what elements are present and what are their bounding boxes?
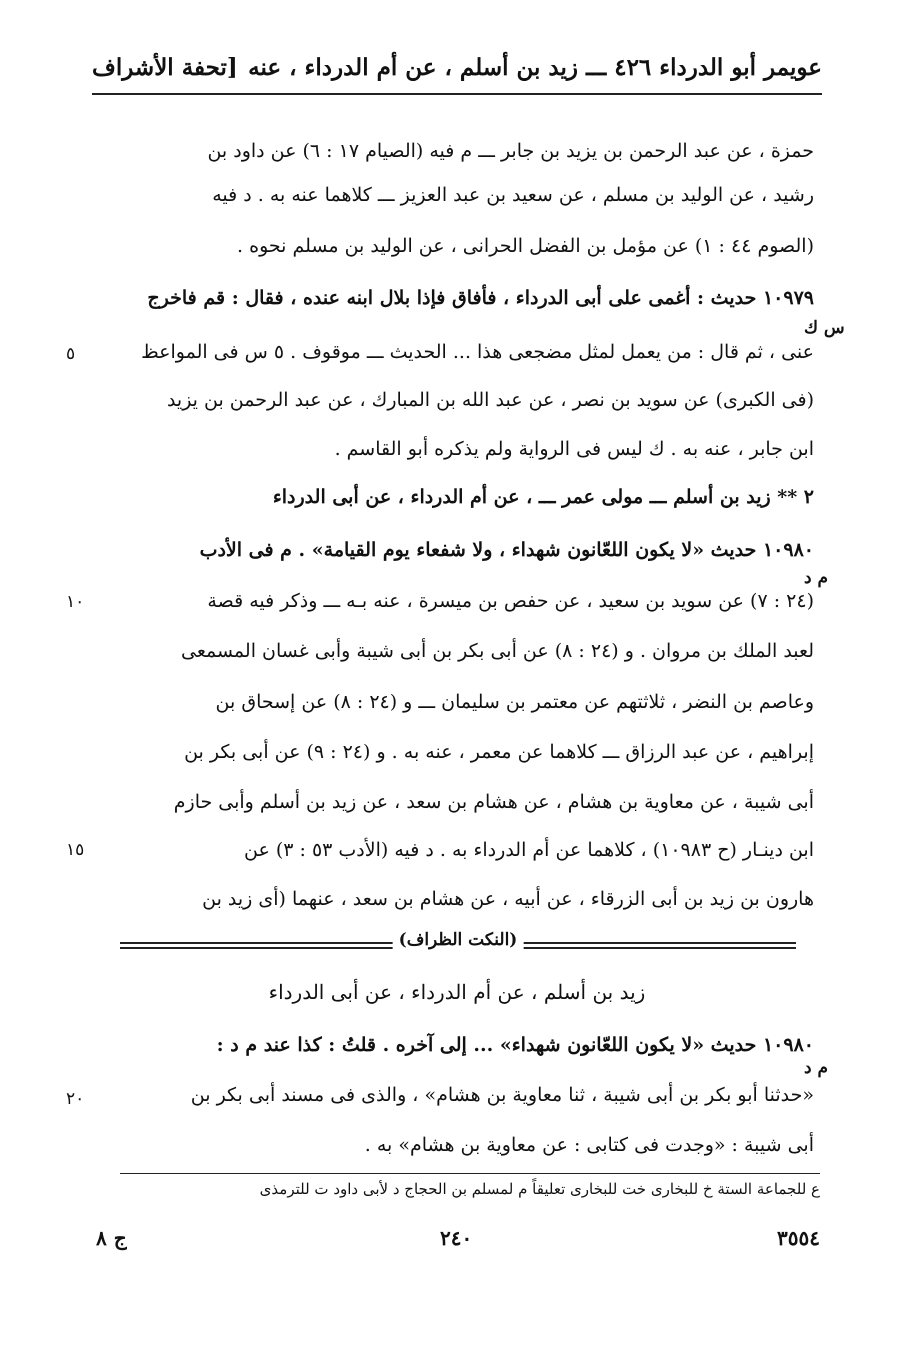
text-line: أبى شيبة ، عن معاوية بن هشام ، عن هشام بن سعد ، عن زيد بن أسلم وأبى حازم bbox=[173, 791, 814, 813]
nukat-title: زيد بن أسلم ، عن أم الدرداء ، عن أبى الدرداء bbox=[268, 980, 646, 1004]
margin-siglum: م د bbox=[804, 568, 829, 588]
hadith-10979-line: ١٠٩٧٩ حديث : أغمى على أبى الدرداء ، فأفاق فإذا بلال ابنه عنده ، فقال : قم فاخرج bbox=[147, 287, 814, 309]
text-line: (فى الكبرى) عن سويد بن نصر ، عن عبد الله بن المبارك ، عن عبد الرحمن بن يزيد bbox=[166, 389, 814, 411]
abbreviation-legend: ع للجماعة الستة خ للبخارى خت للبخارى تعليقاً م لمسلم بن الحجاج د لأبى داود ت للترمذى bbox=[259, 1180, 820, 1198]
section-divider bbox=[120, 930, 796, 960]
footer-code: ٣٥٥٤ bbox=[777, 1226, 820, 1250]
running-header bbox=[92, 50, 822, 90]
margin-siglum: س ك bbox=[804, 318, 845, 338]
section-heading: ٢ ** زيد بن أسلم ـــ مولى عمر ـــ ، عن أم الدرداء ، عن أبى الدرداء bbox=[272, 486, 814, 508]
header-rule bbox=[92, 93, 822, 95]
text-line: (الصوم ٤٤ : ١) عن مؤمل بن الفضل الحرانى ، عن الوليد بن مسلم نحوه . bbox=[237, 235, 814, 257]
text-line: وعاصم بن النضر ، ثلاثتهم عن معتمر بن سليمان ـــ و (٢٤ : ٨) عن إسحاق بن bbox=[215, 691, 814, 713]
text-line: (٢٤ : ٧) عن سويد بن سعيد ، عن حفص بن ميسرة ، عنه بـه ـــ وذكر فيه قصة bbox=[207, 590, 814, 612]
text-line: حمزة ، عن عبد الرحمن بن يزيد بن جابر ـــ م فيه (الصيام ١٧ : ٦) عن داود بن bbox=[207, 140, 814, 162]
text-line: ابن دينـار (ح ١٠٩٨٣) ، كلاهما عن أم الدرداء به . د فيه (الأدب ٥٣ : ٣) عن bbox=[243, 839, 814, 861]
volume-number: ج ٨ bbox=[96, 1226, 127, 1250]
text-line: عنى ، ثم قال : من يعمل لمثل مضجعى هذا ... الحديث ـــ موقوف . ٥ س فى المواعظ bbox=[141, 341, 814, 363]
divider-label: (النكت الظراف) bbox=[393, 930, 524, 950]
page-number: ٢٤٠ bbox=[440, 1226, 473, 1250]
text-line: إبراهيم ، عن عبد الرزاق ـــ كلاهما عن معمر ، عنه به . و (٢٤ : ٩) عن أبى بكر بن bbox=[184, 741, 814, 763]
nukat-line: ١٠٩٨٠ حديث «لا يكون اللعّانون شهداء» ... إلى آخره . قلتُ : كذا عند م د : bbox=[216, 1034, 814, 1056]
header-book-name: [تحفة الأشراف bbox=[92, 54, 238, 81]
line-number: ٥ bbox=[66, 344, 76, 364]
line-number: ٢٠ bbox=[66, 1089, 85, 1109]
header-title: عويمر أبو الدرداء ٤٢٦ ـــ زيد بن أسلم ، عن أم الدرداء ، عنه bbox=[248, 54, 822, 81]
line-number: ١٥ bbox=[66, 840, 85, 860]
text-line: لعبد الملك بن مروان . و (٢٤ : ٨) عن أبى بكر بن أبى شيبة وأبى غسان المسمعى bbox=[181, 640, 814, 662]
text-line: رشيد ، عن الوليد بن مسلم ، عن سعيد بن عبد العزيز ـــ كلاهما عنه به . د فيه bbox=[212, 184, 814, 206]
footer-rule bbox=[120, 1173, 820, 1174]
line-number: ١٠ bbox=[66, 592, 85, 612]
text-line: هارون بن زيد بن أبى الزرقاء ، عن أبيه ، عن هشام بن سعد ، عنهما (أى زيد بن bbox=[202, 888, 814, 910]
nukat-line: أبى شيبة : «وجدت فى كتابى : عن معاوية بن هشام» به . bbox=[364, 1134, 814, 1156]
margin-siglum: م د bbox=[804, 1058, 829, 1078]
hadith-10980-line: ١٠٩٨٠ حديث «لا يكون اللعّانون شهداء ، ولا شفعاء يوم القيامة» . م فى الأدب bbox=[199, 539, 814, 561]
text-line: ابن جابر ، عنه به . ك ليس فى الرواية ولم يذكره أبو القاسم . bbox=[334, 438, 814, 460]
nukat-line: «حدثنا أبو بكر بن أبى شيبة ، ثنا معاوية بن هشام» ، والذى فى مسند أبى بكر بن bbox=[190, 1084, 814, 1106]
